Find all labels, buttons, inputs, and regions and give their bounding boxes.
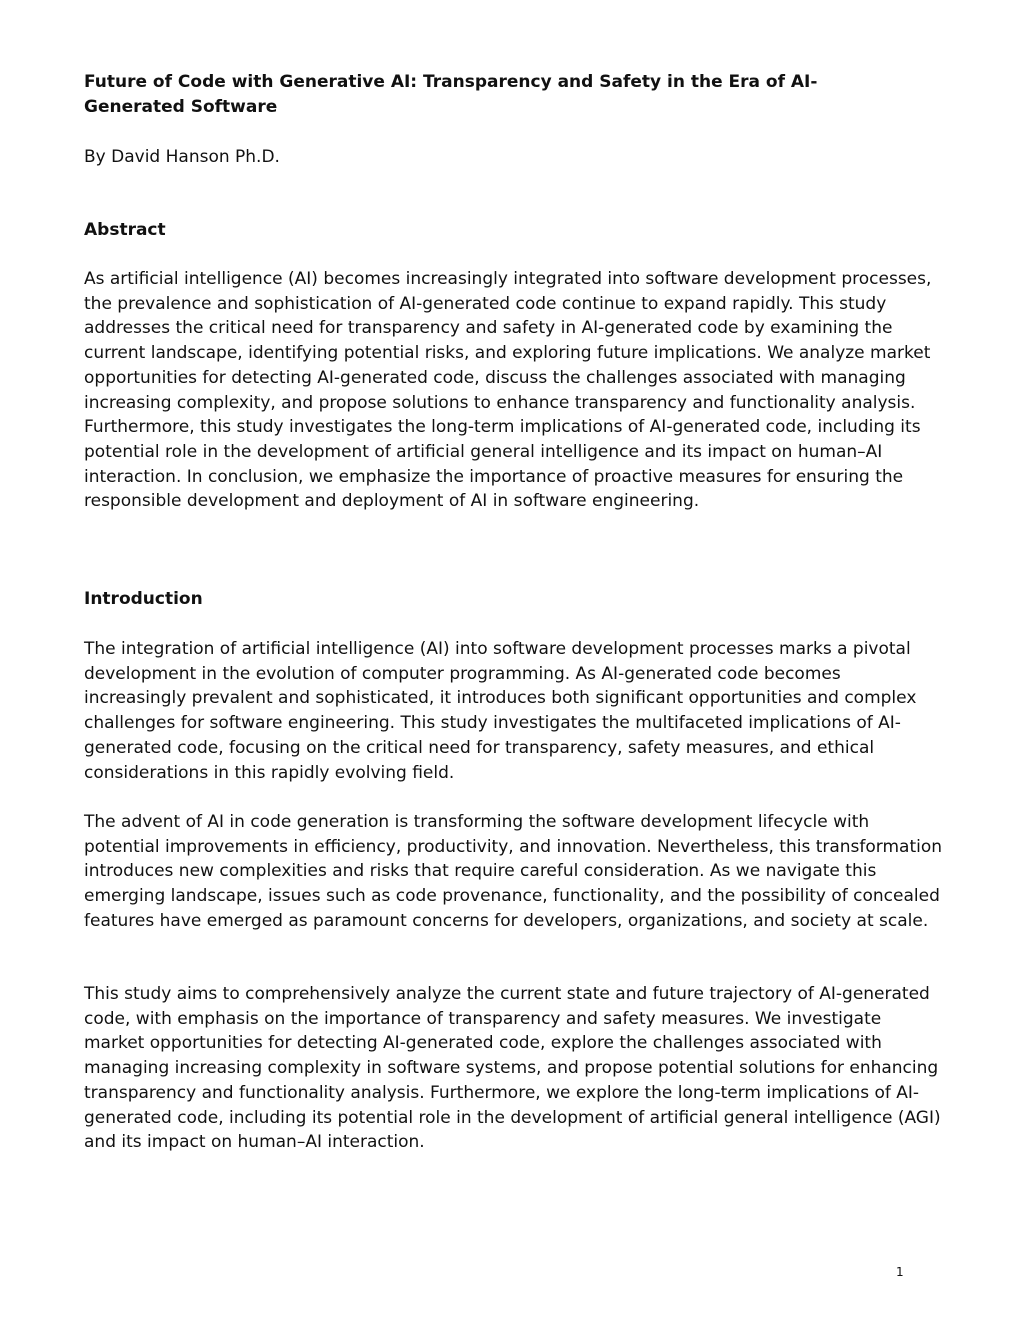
abstract-heading: Abstract: [84, 220, 166, 240]
introduction-paragraph-2: The advent of AI in code generation is transforming the software development lifecycle with potential improvements in efficiency, productivity, and innovation. Nevertheless, this transformation introduces new complexities and risks that require careful consideration. As we navigate this emerging landscape, issues such as code provenance, functionality, and the possibility of concealed features have emerged as paramount concerns for developers, organizations, and society at scale.: [84, 812, 943, 931]
paper-title: Future of Code with Generative AI: Transparency and Safety in the Era of AI-Generated Software: [84, 72, 818, 117]
introduction-paragraph-3: This study aims to comprehensively analyze the current state and future trajectory of AI-generated code, with emphasis on the importance of transparency and safety measures. We investigate market opportunities for detecting AI-generated code, explore the challenges associated with managing increasing complexity in software systems, and propose potential solutions for enhancing transparency and functionality analysis. Furthermore, we explore the long-term implications of AI-generated code, including its potential role in the development of artificial general intelligence (AGI) and its impact on human–AI interaction.: [84, 984, 941, 1153]
author-byline: By David Hanson Ph.D.: [84, 147, 280, 167]
introduction-paragraph-1: The integration of artificial intelligence (AI) into software development processes marks a pivotal development in the evolution of computer programming. As AI-generated code becomes increasingly prevalent and sophisticated, it introduces both significant opportunities and complex challenges for software engineering. This study investigates the multifaceted implications of AI-generated code, focusing on the critical need for transparency, safety measures, and ethical considerations in this rapidly evolving field.: [84, 639, 917, 783]
page-number: 1: [896, 1265, 904, 1279]
abstract-paragraph: As artificial intelligence (AI) becomes increasingly integrated into software development processes, the prevalence and sophistication of AI-generated code continue to expand rapidly. This study addresses the critical need for transparency and safety in AI-generated code by examining the current landscape, identifying potential risks, and exploring future implications. We analyze market opportunities for detecting AI-generated code, discuss the challenges associated with managing increasing complexity, and propose solutions to enhance transparency and functionality analysis. Furthermore, this study investigates the long-term implications of AI-generated code, including its potential role in the development of artificial general intelligence and its impact on human–AI interaction. In conclusion, we emphasize the importance of proactive measures for ensuring the responsible development and deployment of AI in software engineering.: [84, 269, 932, 512]
introduction-heading: Introduction: [84, 589, 203, 609]
